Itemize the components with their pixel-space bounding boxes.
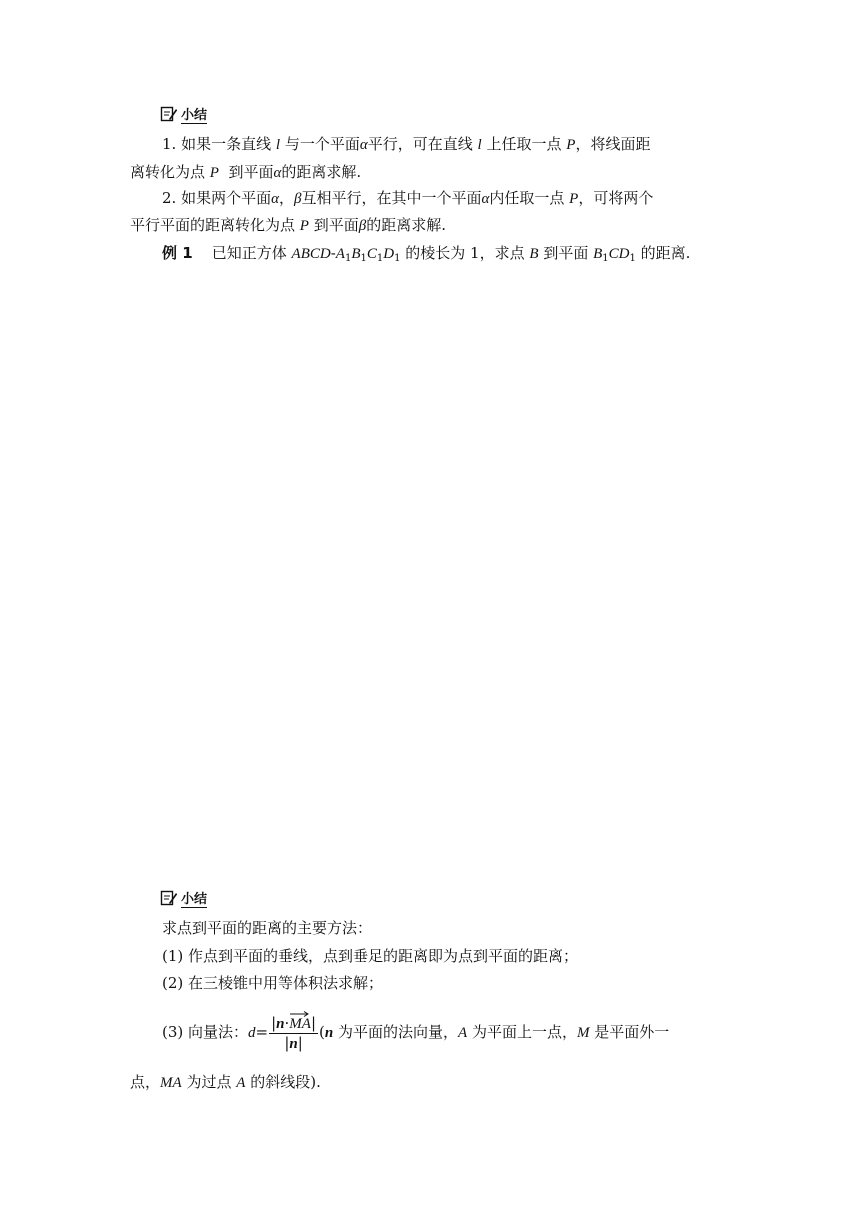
formula-denominator: |n| — [284, 1033, 303, 1052]
summary-heading-label: 小结 — [181, 108, 208, 123]
summary-heading-2 — [160, 889, 207, 911]
vector-MA: MA — [289, 1015, 311, 1033]
summary-heading-1 — [160, 105, 207, 127]
distance-formula-fraction — [269, 1014, 318, 1053]
vector-arrow-icon — [289, 1011, 309, 1017]
summary2-intro: 求点到平面的距离的主要方法： — [162, 919, 373, 937]
summary1-item2-line2: 平行平面的距离转化为点 P 到平面β的距离求解. — [130, 216, 447, 234]
formula-numerator: |n· MA| — [269, 1014, 318, 1034]
summary1-item1-line1: 1. 如果一条直线 l 与一个平面α平行，可在直线 l 上任取一点 P，将线面距 — [162, 135, 651, 153]
summary2-method3-line1: (3) 向量法：d= |n· MA| |n| (n 为平面的法向量，A 为平面上一点，M 是平面外一 — [162, 1008, 669, 1056]
summary1-item1-line2: 离转化为点 P 到平面α的距离求解. — [130, 163, 362, 181]
summary1-item2-line1: 2. 如果两个平面α，β互相平行，在其中一个平面α内任取一点 P，可将两个 — [162, 189, 654, 207]
summary2-method2: (2) 在三棱锥中用等体积法求解； — [162, 974, 384, 992]
summary2-method3-line2: 点，MA 为过点 A 的斜线段). — [130, 1073, 321, 1091]
summary-heading-label: 小结 — [181, 892, 208, 907]
note-pencil-icon — [160, 889, 178, 911]
example-label: 例 1 — [162, 244, 193, 262]
note-pencil-icon — [160, 105, 178, 127]
example-1: 例 1 已知正方体 ABCD-$A_1B_1C_1D_1$ 的棱长为 1，求点 B 到平面 $B_1CD_1$ 的距离. — [162, 244, 691, 264]
summary2-method1: (1) 作点到平面的垂线，点到垂足的距离即为点到平面的距离； — [162, 947, 579, 965]
